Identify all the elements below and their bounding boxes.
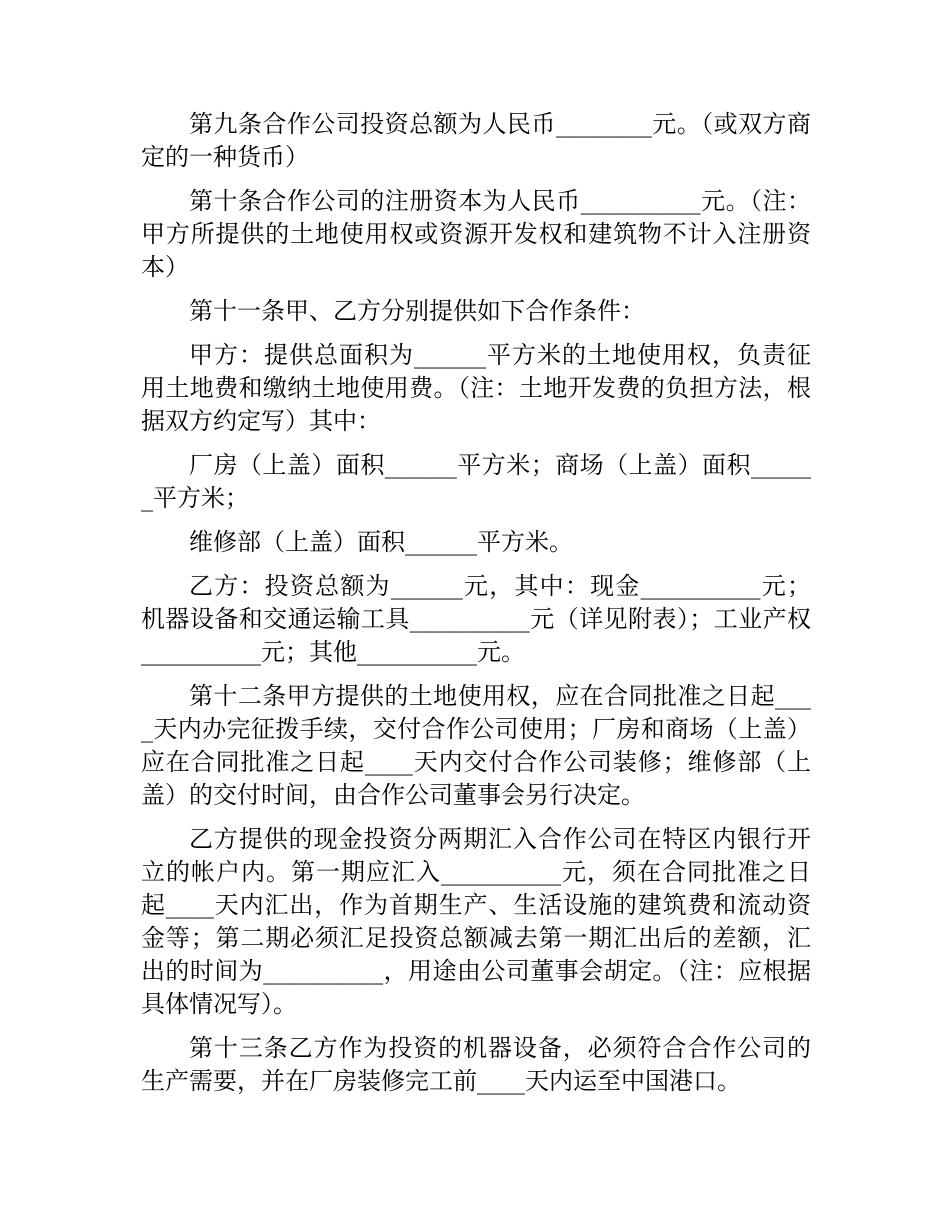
article-9-paragraph: 第九条合作公司投资总额为人民币________元。（或双方商定的一种货币） <box>141 110 811 171</box>
party-b-paragraph: 乙方：投资总额为______元，其中：现金__________元；机器设备和交通运输工具__________元（详见附表）；工业产权__________元；其他__________元。 <box>141 572 811 666</box>
article-12-paragraph: 第十二条甲方提供的土地使用权，应在合同批准之日起____天内办完征拨手续，交付合作公司使用；厂房和商场（上盖）应在合同批准之日起____天内交付合作公司装修；维修部（上盖）的交付时间，由合作公司董事会另行决定。 <box>141 682 811 809</box>
workshop-mall-area-paragraph: 厂房（上盖）面积______平方米；商场（上盖）面积______平方米； <box>141 451 811 512</box>
party-b-cash-paragraph: 乙方提供的现金投资分两期汇入合作公司在特区内银行开立的帐户内。第一期应汇入__________元，须在合同批准之日起____天内汇出，作为首期生产、生活设施的建筑费和流动资金等；第二期必须汇足投资总额减去第一期汇出后的差额，汇出的时间为__________，用途由公司董事会胡定。（注：应根据具体情况写）。 <box>141 825 811 1018</box>
party-a-paragraph: 甲方：提供总面积为______平方米的土地使用权，负责征用土地费和缴纳土地使用费。（注：土地开发费的负担方法，根据双方约定写）其中： <box>141 341 811 435</box>
article-13-paragraph: 第十三条乙方作为投资的机器设备，必须符合合作公司的生产需要，并在厂房装修完工前____天内运至中国港口。 <box>141 1034 811 1095</box>
article-11-paragraph: 第十一条甲、乙方分别提供如下合作条件： <box>189 297 645 325</box>
repair-dept-area-paragraph: 维修部（上盖）面积______平方米。 <box>189 528 573 556</box>
document-body <box>141 108 811 1109</box>
article-10-paragraph: 第十条合作公司的注册资本为人民币__________元。（注：甲方所提供的土地使用权或资源开发权和建筑物不计入注册资本） <box>141 187 811 281</box>
